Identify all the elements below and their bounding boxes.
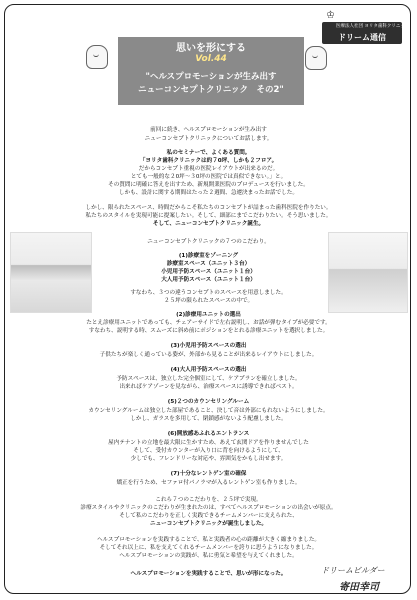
point-body: そして、受付カウンターが入り口に背を向けるようにして、: [133, 448, 284, 454]
body-line: しかし、限られたスペース、時間だからこそ私たちのコンセプトが詰まった歯科医院を作りたい。: [85, 205, 332, 211]
tooth-mascot-icon: [305, 46, 327, 70]
point-body: 矯正を行うため、セファロ付パノラマが入るレントゲン室も作りました。: [116, 480, 301, 486]
point-body: 出来ればケアゾーンを見ながら、治療スペースに誘導できればベスト。: [119, 384, 298, 390]
point-body: 予防スペースは、独立した完全個室にして、ケアプランを確立しました。: [116, 376, 301, 382]
point-heading: (4)大人用予防スペースの選出: [170, 367, 247, 373]
point-body: 少しでも、フレンドリーな対応や、雰囲気をかもし出せます。: [130, 456, 287, 462]
article-header: [118, 37, 304, 105]
point-heading: (2)診療用ユニットの選出: [176, 312, 241, 318]
point-body: カウンセリングルームは独立した部屋であること、決して音は外部にもれないようにしました。: [88, 408, 329, 414]
point-body: しかし、ガラスを多用して、閉鎖感がないよう配慮しました。: [130, 416, 287, 422]
point-body: すなわち、説明する時、スムーズに斜め前にポジションをとれる診療ユニットを選択しました。: [88, 328, 329, 334]
point-body: 屋内テナントの立地を最大限に生かすため、あえて玄関ドアを作りませんでした: [108, 440, 309, 446]
series-title: 思いを形にする: [176, 43, 246, 54]
logo-title: ドリーム通信: [338, 33, 386, 42]
intro-line: ニューコンセプトクリニックについてお話します。: [144, 136, 273, 142]
article-subtitle-line2: ニューコンセプトクリニック その2": [138, 85, 284, 95]
article-subtitle-line1: "ヘルスプロモーションが生み出す: [145, 72, 277, 82]
question-line: とても一般的な２0坪～３0坪の医院では真似できない。」と。: [130, 174, 287, 180]
conclusion-line: ニューコンセプトクリニックが誕生しました。: [149, 521, 268, 527]
conclusion-line: 診療スタイルやクリニックのこだわりが生まれたのは、すべてヘルスプロモーションの出会いが原点。: [80, 505, 337, 511]
section-intro: ニューコンセプトクリニックの７つのこだわり。: [147, 239, 270, 245]
point-heading: (5)２つのカウンセリングルーム: [167, 399, 250, 405]
closing-statement: ヘルスプロモーションを実践することで、思いが形になった。: [130, 571, 287, 577]
crown-icon: ♔: [326, 10, 335, 21]
body-line: 私たちのスタイルを実現可能に提案したい。そして、細部にまでこだわりたい。そう思いました。: [85, 213, 332, 219]
question-line: しかも、設計に関する期間はたった２週間、急遽決まったお話でした。: [118, 190, 298, 196]
newsletter-logo: [322, 22, 410, 44]
point-body: たとえ診療用ユニットであっても、チェアーサイドで左右説明し、お話が弾むタイプが必要です。: [86, 320, 331, 326]
signature-role: ドリームビルダー: [321, 566, 385, 575]
point-heading: (6)開放感あふれるエントランス: [167, 431, 250, 437]
closing-line: ヘルスプロモーションを実践することで、私と実践者の心の距離が大きく縮まりました。: [96, 537, 321, 543]
closing-line: ヘルスプロモーションの実践が、私に勇気と希望を与えてくれました。: [119, 553, 298, 559]
point-body: ２５坪の限られたスペースの中で。: [163, 298, 254, 304]
question-line: 私のセミナーで、よくある質問。: [166, 150, 251, 156]
point-heading: (7)十分なレントゲン室の確保: [170, 471, 247, 477]
body-line: そして、ニューコンセプトクリニック誕生。: [152, 221, 265, 227]
conclusion-line: そして私のこだわりを正しく実践できるチームメンバーに支えられた、: [119, 513, 298, 519]
conclusion-line: これら７つのこだわりを、２５坪で実現。: [155, 497, 262, 503]
point-body: 小児用予防スペース（ユニット１台）: [161, 269, 256, 275]
volume-number: Vol.44: [195, 54, 227, 64]
intro-line: 前回に続き、ヘルスプロモーションが生み出す: [150, 127, 267, 133]
question-line: だからコンセプト重視の医院レイアウトが出来るのだ。: [138, 166, 279, 172]
question-line: 「ヨリタ歯科クリニックは約７0坪、しかも２フロア。: [139, 158, 278, 164]
logo-clinic-name: 医療法人社団 ヨリタ歯科クリニック: [336, 24, 410, 29]
tooth-mascot-icon: [86, 45, 108, 69]
point-body: 大人用予防スペース（ユニット１台）: [161, 277, 256, 283]
signature-name: 寄田幸司: [339, 582, 379, 593]
closing-line: そしてそれ以上に、私を支えてくれるチームメンバーを誇りに思うようになりました。: [99, 545, 318, 551]
point-body: 子供たちが楽しく通っている姿が、外部から見ることが出来るレイアウトにしました。: [99, 352, 318, 358]
point-body: 診療室スペース（ユニット３台）: [166, 261, 251, 267]
author-signature: [321, 565, 385, 593]
point-heading: (1)診療室をゾーニング: [178, 253, 239, 259]
point-heading: (3)小児用予防スペースの選出: [170, 343, 247, 349]
point-body: すなわち、３つの違うコンセプトのスペースを用意しました。: [130, 290, 287, 296]
question-line: その質問に明確に答えを出すため、新規開業医院のプロデュースを行いました。: [108, 182, 309, 188]
